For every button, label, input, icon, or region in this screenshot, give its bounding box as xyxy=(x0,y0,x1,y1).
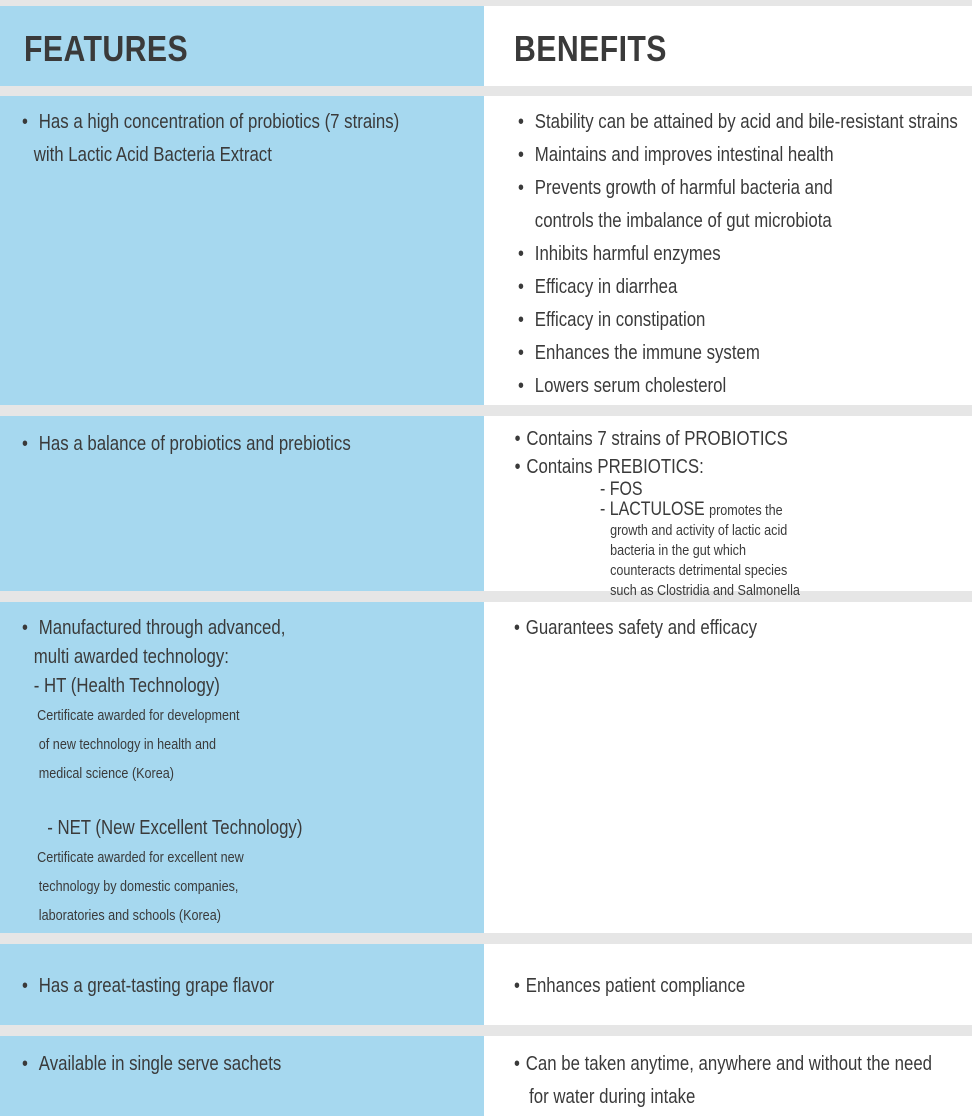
benefit-item: • Contains 7 strains of PROBIOTICS xyxy=(515,424,788,455)
benefit-item-continued: controls the imbalance of gut microbiota xyxy=(534,210,832,232)
lactulose-desc-2: growth and activity of lactic acid xyxy=(610,522,788,539)
lactulose-desc-4: counteracts detrimental species xyxy=(610,562,788,579)
benefit-item: • Can be taken anytime, anywhere and without the need xyxy=(514,1048,932,1081)
feature-1-line-2: with Lactic Acid Bacteria Extract xyxy=(33,144,272,166)
feature-1 xyxy=(22,106,399,172)
divider-header xyxy=(0,86,972,96)
feature-4 xyxy=(22,970,274,1003)
benefit-item-continued: for water during intake xyxy=(529,1086,696,1108)
benefit-item: • Efficacy in diarrhea xyxy=(518,271,958,304)
benefit-item: • Contains PREBIOTICS: xyxy=(515,455,788,480)
divider-row4 xyxy=(0,1025,972,1036)
feature-2 xyxy=(22,428,351,461)
benefits-3 xyxy=(514,612,757,645)
benefit-item: • Maintains and improves intestinal health xyxy=(518,139,958,172)
divider-row2 xyxy=(0,591,972,602)
net-heading: - NET (New Excellent Technology) xyxy=(47,817,303,839)
ht-desc-1: Certificate awarded for development xyxy=(37,707,240,724)
ht-heading: - HT (Health Technology) xyxy=(33,675,220,697)
benefit-item: • Enhances the immune system xyxy=(518,337,958,370)
feature-5-line-1: • Available in single serve sachets xyxy=(22,1048,281,1081)
benefits-2 xyxy=(518,424,788,480)
feature-3 xyxy=(22,614,302,930)
feature-1-line-1: • Has a high concentration of probiotics (7 strains) xyxy=(22,106,399,139)
benefit-item: • Efficacy in constipation xyxy=(518,304,958,337)
feature-2-line-1: • Has a balance of probiotics and prebiotics xyxy=(22,428,351,461)
lactulose-desc-1: promotes the xyxy=(709,502,783,519)
features-heading: FEATURES xyxy=(24,28,189,69)
net-desc-1: Certificate awarded for excellent new xyxy=(37,849,244,866)
lactulose-desc-3: bacteria in the gut which xyxy=(610,542,746,559)
feature-5 xyxy=(22,1048,281,1081)
divider-row1 xyxy=(0,405,972,416)
ht-desc-3: medical science (Korea) xyxy=(38,765,174,782)
benefit-item: • Guarantees safety and efficacy xyxy=(514,612,757,645)
benefits-heading: BENEFITS xyxy=(514,28,667,69)
benefits-1 xyxy=(518,106,958,403)
net-desc-3: laboratories and schools (Korea) xyxy=(38,907,221,924)
net-desc-2: technology by domestic companies, xyxy=(38,878,239,895)
lactulose-item xyxy=(600,500,800,521)
prebiotics-list xyxy=(600,480,800,601)
fos-item: - FOS xyxy=(600,479,643,500)
benefit-item: • Stability can be attained by acid and bile-resistant strains xyxy=(518,106,958,139)
benefit-item: • Lowers serum cholesterol xyxy=(518,370,958,403)
ht-desc-2: of new technology in health and xyxy=(38,736,217,753)
benefit-item: • Prevents growth of harmful bacteria and xyxy=(518,172,958,205)
feature-3-line-2: multi awarded technology: xyxy=(33,646,229,668)
lactulose-label: - LACTULOSE xyxy=(600,499,705,520)
benefit-item: • Inhibits harmful enzymes xyxy=(518,238,958,271)
benefits-5 xyxy=(514,1048,932,1114)
divider-row3 xyxy=(0,933,972,944)
lactulose-desc-5: such as Clostridia and Salmonella xyxy=(610,582,800,599)
benefit-band-3 xyxy=(486,602,972,933)
benefit-item: • Enhances patient compliance xyxy=(514,970,745,1003)
feature-3-line-1: • Manufactured through advanced, xyxy=(22,614,302,643)
benefits-4 xyxy=(514,970,745,1003)
feature-4-line-1: • Has a great-tasting grape flavor xyxy=(22,970,274,1003)
